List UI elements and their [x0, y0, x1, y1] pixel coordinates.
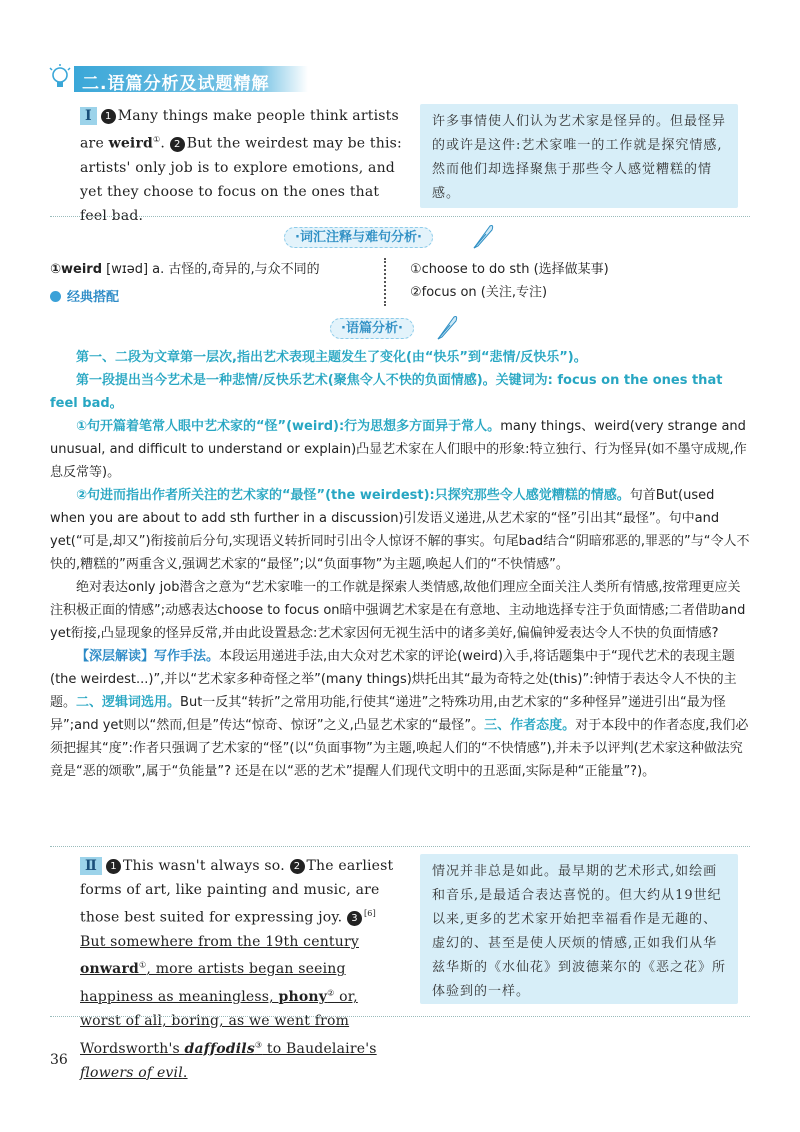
vocab-word: phony	[278, 988, 328, 1005]
analysis-header-label: ·语篇分析·	[330, 318, 414, 339]
roman-numeral: Ⅱ	[80, 857, 102, 875]
phrase-2: ②focus on (关注,专注)	[410, 285, 548, 300]
translation-box-1: 许多事情使人们认为艺术家是怪异的。但最怪异的或许是这件:艺术家唯一的工作就是探究情感,然而他们却选择聚焦于那些令人感觉糟糕的情感。	[420, 104, 738, 208]
vocab-word: daffodils	[184, 1040, 255, 1057]
sentence-text: , more artists began seeing happiness as meaningless,	[80, 961, 346, 1005]
sentence-text: But somewhere from the 19th century	[80, 933, 359, 950]
translation-box-2: 情况并非总是如此。最早期的艺术形式,如绘画和音乐,是最适合表达喜悦的。但大约从19世纪以来,更多的艺术家开始把幸福看作是无趣的、虚幻的、甚至是使人厌烦的情感,正如我们从华兹华斯的《水仙花》到波德莱尔的《恶之花》所体验到的一样。	[420, 854, 738, 1004]
section-header	[48, 60, 288, 96]
paragraph-1-english: Ⅰ 1 Many things make people think artists are weird①. 2 But the weirdest may be this: artists' only job is to explore emotions, and yet they choose to focus on the ones that feel bad.	[80, 108, 402, 224]
sentence-text: This wasn't always so.	[123, 858, 290, 874]
divider	[50, 1016, 750, 1017]
analysis-para-3-rest: many things、weird(very strange and unusual, and difficult to understand or explain)凸显艺术家在人们眼中的形象:特立独行、行为怪异(如不墨守成规,作息反常等)。	[50, 419, 747, 480]
analysis-para-4-rest: 句首But(used when you are about to add sth further in a discussion)引发语义递进,从艺术家的“怪”引出其“最怪”。句中and yet(“可是,却又”)衔接前后分句,实现语义转折同时引出令人惊讶不解的事实。句尾bad结合“阴暗邪恶的,罪恶的”与“令人不快的,糟糕的”两重含义,强调艺术家的“最怪”;以“负面事物”为主题,唤起人们的“不快情感”。	[50, 488, 750, 572]
vocab-entry-word: ①weird	[50, 262, 103, 277]
sentence-number: 1	[101, 109, 116, 124]
analysis-header	[330, 317, 414, 336]
section-title: 二.语篇分析及试题精解	[82, 74, 270, 94]
title-italic: flowers of evil	[80, 1064, 183, 1081]
sentence-text: Many things make people think artists are	[80, 108, 399, 152]
lightbulb-icon	[48, 64, 72, 92]
sentence-text: or, worst of all, boring, as we went from Wordsworth's	[80, 988, 358, 1057]
feather-pen-icon	[434, 313, 460, 341]
bullet-icon	[50, 291, 61, 302]
analysis-line-1: 第一、二段为文章第一层次,指出艺术表现主题发生了变化(由“快乐”到“悲情/反快乐”)。	[76, 350, 587, 365]
footnote-mark: ③	[254, 1039, 263, 1049]
vocab-entry	[50, 258, 380, 281]
difficulty-mark: [6]	[363, 909, 376, 918]
sentence-number: 2	[290, 859, 305, 874]
classic-collocation-text: 经典搭配	[67, 290, 120, 305]
analysis-para-3	[50, 415, 750, 484]
sentence-number: 1	[106, 859, 121, 874]
classic-collocation-label	[50, 286, 119, 309]
sentence-number: 3	[347, 911, 362, 926]
divider	[50, 216, 750, 217]
analysis-para-3-head: ①句开篇着笔常人眼中艺术家的“怪”(weird):行为思想多方面异于常人。	[76, 419, 501, 434]
feather-pen-icon	[470, 222, 496, 250]
vocab-entry-phonetic: [wɪəd]	[106, 262, 149, 277]
page-number: 36	[50, 1052, 68, 1068]
vocab-word: onward	[80, 961, 140, 978]
analysis-line-2b: ones that feel bad。	[50, 373, 723, 411]
phrase-1: ①choose to do sth (选择做某事)	[410, 262, 609, 277]
vocab-header-label: ·词汇注释与难句分析·	[284, 227, 433, 248]
footnote-mark: ②	[327, 988, 335, 998]
deep-reading-text-b: But一反其“转折”之常用功能,行使其“递进”之特殊功用,由艺术家的“多种怪异”递进引出“最为怪异”;and yet则以“然而,但是”传达“惊奇、惊讶”之义,凸显艺术家的“最怪”。	[50, 695, 726, 733]
sentence-text: But the weirdest may be this: artists' only job is to explore emotions, and yet they choose to focus on the ones that feel bad.	[80, 135, 402, 224]
analysis-para-4-head: ②句进而指出作者所关注的艺术家的“最怪”(the weirdest):只探究那些令人感觉糟糕的情感。	[76, 488, 630, 503]
sentence-text: The earliest forms of art, like painting and music, are those best suited for expressing joy.	[80, 858, 394, 926]
analysis-line-2a: 第一段提出当今艺术是一种悲情/反快乐艺术(聚焦令人不快的负面情感)。关键词为: focus on the	[76, 373, 649, 388]
vocab-header	[284, 226, 433, 245]
deep-reading-tag: 【深层解读】写作手法。	[76, 649, 220, 664]
footnote-mark: ①	[139, 960, 147, 970]
roman-numeral: Ⅰ	[80, 107, 97, 125]
analysis-para-6	[50, 645, 750, 783]
analysis-body	[50, 346, 750, 783]
deep-reading-text-c: 对于本段中的作者态度,我们必须把握其“度”:作者只强调了艺术家的“怪”(以“负面事物”为主题,唤起人们的“不快情感”),并未予以评判(艺术家这种做法究竟是“恶的颂歌”,属于“负能量”? 还是在以“恶的艺术”提醒人们现代文明中的丑恶面,实际是种“正能量”?)。	[50, 718, 749, 779]
author-attitude-tag: 三、作者态度。	[484, 718, 576, 733]
analysis-line-2	[50, 369, 750, 415]
vocab-separator	[384, 258, 396, 306]
footnote-mark: ①	[153, 135, 161, 144]
deep-reading-text-a: 本段运用递进手法,由大众对艺术家的评论(weird)入手,将话题集中于“现代艺术的表现主题(the weirdest...)”,并以“艺术家多种奇怪之举”(many things)烘托出其“最为奇特之处(this)”:钟情于表达令人不快的主题。	[50, 649, 737, 710]
vocab-word: weird	[108, 135, 154, 152]
divider	[50, 846, 750, 847]
analysis-para-4	[50, 484, 750, 576]
sentence-text: .	[182, 1064, 188, 1081]
sentence-text: to Baudelaire's	[262, 1040, 377, 1057]
vocab-entry-definition: a. 古怪的,奇异的,与众不同的	[152, 262, 320, 277]
logic-word-tag: 二、逻辑词选用。	[76, 695, 181, 710]
paragraph-2-english	[80, 854, 402, 1085]
sentence-number: 2	[170, 137, 185, 152]
analysis-para-5: 绝对表达only job潜含之意为“艺术家唯一的工作就是探索人类情感,故他们理应全面关注人类所有情感,按常理更应关注积极正面的情感”;动感表达choose to focus on暗中强调艺术家是在有意地、主动地选择专注于负面情感;二者借助and yet衔接,凸显现象的怪异反常,并由此设置悬念:艺术家因何无视生活中的诸多美好,偏偏钟爱表达令人不快的负面情感?	[50, 580, 746, 641]
